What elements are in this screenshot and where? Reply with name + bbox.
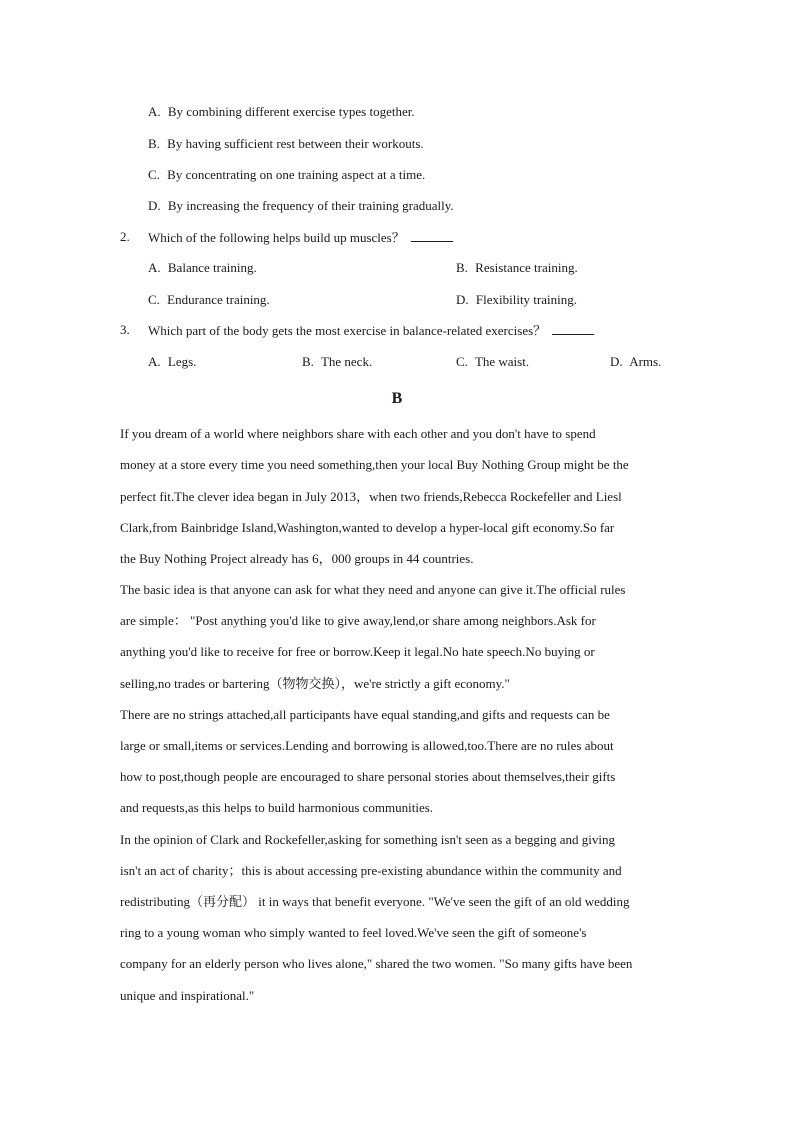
answer-blank[interactable] [411, 229, 453, 242]
option-letter: D. [610, 354, 623, 369]
passage-line: how to post,though people are encouraged to share personal stories about themselves,their gifts [120, 769, 616, 784]
section-heading: B [391, 390, 403, 407]
q2-option-a [148, 260, 257, 276]
q2-option-c [148, 292, 270, 308]
q3-option-c [456, 354, 529, 370]
option-letter: C. [148, 167, 160, 182]
passage-line: The basic idea is that anyone can ask for what they need and anyone can give it.The official rules [120, 582, 626, 597]
q2-question [148, 229, 453, 246]
q3-option-b [302, 354, 372, 370]
passage-line: the Buy Nothing Project already has 6，000 groups in 44 countries. [120, 551, 474, 566]
q3-option-a [148, 354, 196, 370]
option-text: Flexibility training. [475, 292, 577, 307]
q2-number: 2. [120, 229, 130, 244]
option-letter: D. [148, 198, 161, 213]
passage-line: anything you'd like to receive for free or borrow.Keep it legal.No hate speech.No buying or [120, 644, 595, 659]
option-letter: C. [148, 292, 160, 307]
passage-line: isn't an act of charity；this is about accessing pre-existing abundance within the community and [120, 863, 622, 878]
passage-line: money at a store every time you need something,then your local Buy Nothing Group might be the [120, 457, 629, 472]
option-letter: A. [148, 354, 161, 369]
passage-line: ring to a young woman who simply wanted to feel loved.We've seen the gift of someone's [120, 925, 587, 940]
option-letter: D. [456, 292, 469, 307]
passage-line: are simple： "Post anything you'd like to give away,lend,or share among neighbors.Ask for [120, 613, 596, 628]
option-letter: A. [148, 260, 161, 275]
option-text: The neck. [320, 354, 373, 369]
option-text: Endurance training. [167, 292, 270, 307]
q1-option-d [148, 198, 454, 214]
q1-option-c [148, 167, 425, 183]
passage-line: company for an elderly person who lives alone," shared the two women. "So many gifts have been [120, 956, 633, 971]
passage-line: large or small,items or services.Lending and borrowing is allowed,too.There are no rules about [120, 738, 614, 753]
passage-line: and requests,as this helps to build harmonious communities. [120, 800, 434, 815]
q1-option-b [148, 136, 424, 152]
option-text: By increasing the frequency of their training gradually. [167, 198, 454, 213]
q2-option-b [456, 260, 578, 276]
passage-line: There are no strings attached,all participants have equal standing,and gifts and requests can be [120, 707, 610, 722]
option-text: Arms. [629, 354, 662, 369]
option-letter: B. [148, 136, 160, 151]
passage-line: In the opinion of Clark and Rockefeller,asking for something isn't seen as a begging and giving [120, 832, 615, 847]
option-letter: C. [456, 354, 468, 369]
option-text: By concentrating on one training aspect at a time. [167, 167, 426, 182]
passage-line: Clark,from Bainbridge Island,Washington,wanted to develop a hyper-local gift economy.So far [120, 520, 615, 535]
q1-option-a [148, 104, 415, 120]
q3-number: 3. [120, 322, 130, 337]
option-text: Balance training. [167, 260, 257, 275]
option-text: Resistance training. [475, 260, 578, 275]
option-text: By combining different exercise types together. [167, 104, 415, 119]
answer-blank[interactable] [552, 322, 594, 335]
option-letter: A. [148, 104, 161, 119]
passage-line: If you dream of a world where neighbors share with each other and you don't have to spend [120, 426, 596, 441]
passage-line: perfect fit.The clever idea began in July 2013，when two friends,Rebecca Rockefeller and Liesl [120, 489, 622, 504]
option-text: The waist. [474, 354, 530, 369]
passage-line: unique and inspirational." [120, 988, 255, 1003]
option-letter: B. [456, 260, 468, 275]
q3-question [148, 322, 594, 339]
option-letter: B. [302, 354, 314, 369]
option-text: Legs. [167, 354, 197, 369]
passage-line: redistributing（再分配） it in ways that benefit everyone. "We've seen the gift of an old wedding [120, 894, 630, 909]
question-text: Which part of the body gets the most exercise in balance-related exercises？ [148, 323, 547, 338]
option-text: By having sufficient rest between their workouts. [167, 136, 424, 151]
q2-option-d [456, 292, 577, 308]
q3-option-d [610, 354, 661, 370]
question-text: Which of the following helps build up muscles？ [148, 230, 405, 245]
passage-line: selling,no trades or bartering（物物交换），we're strictly a gift economy." [120, 676, 510, 691]
